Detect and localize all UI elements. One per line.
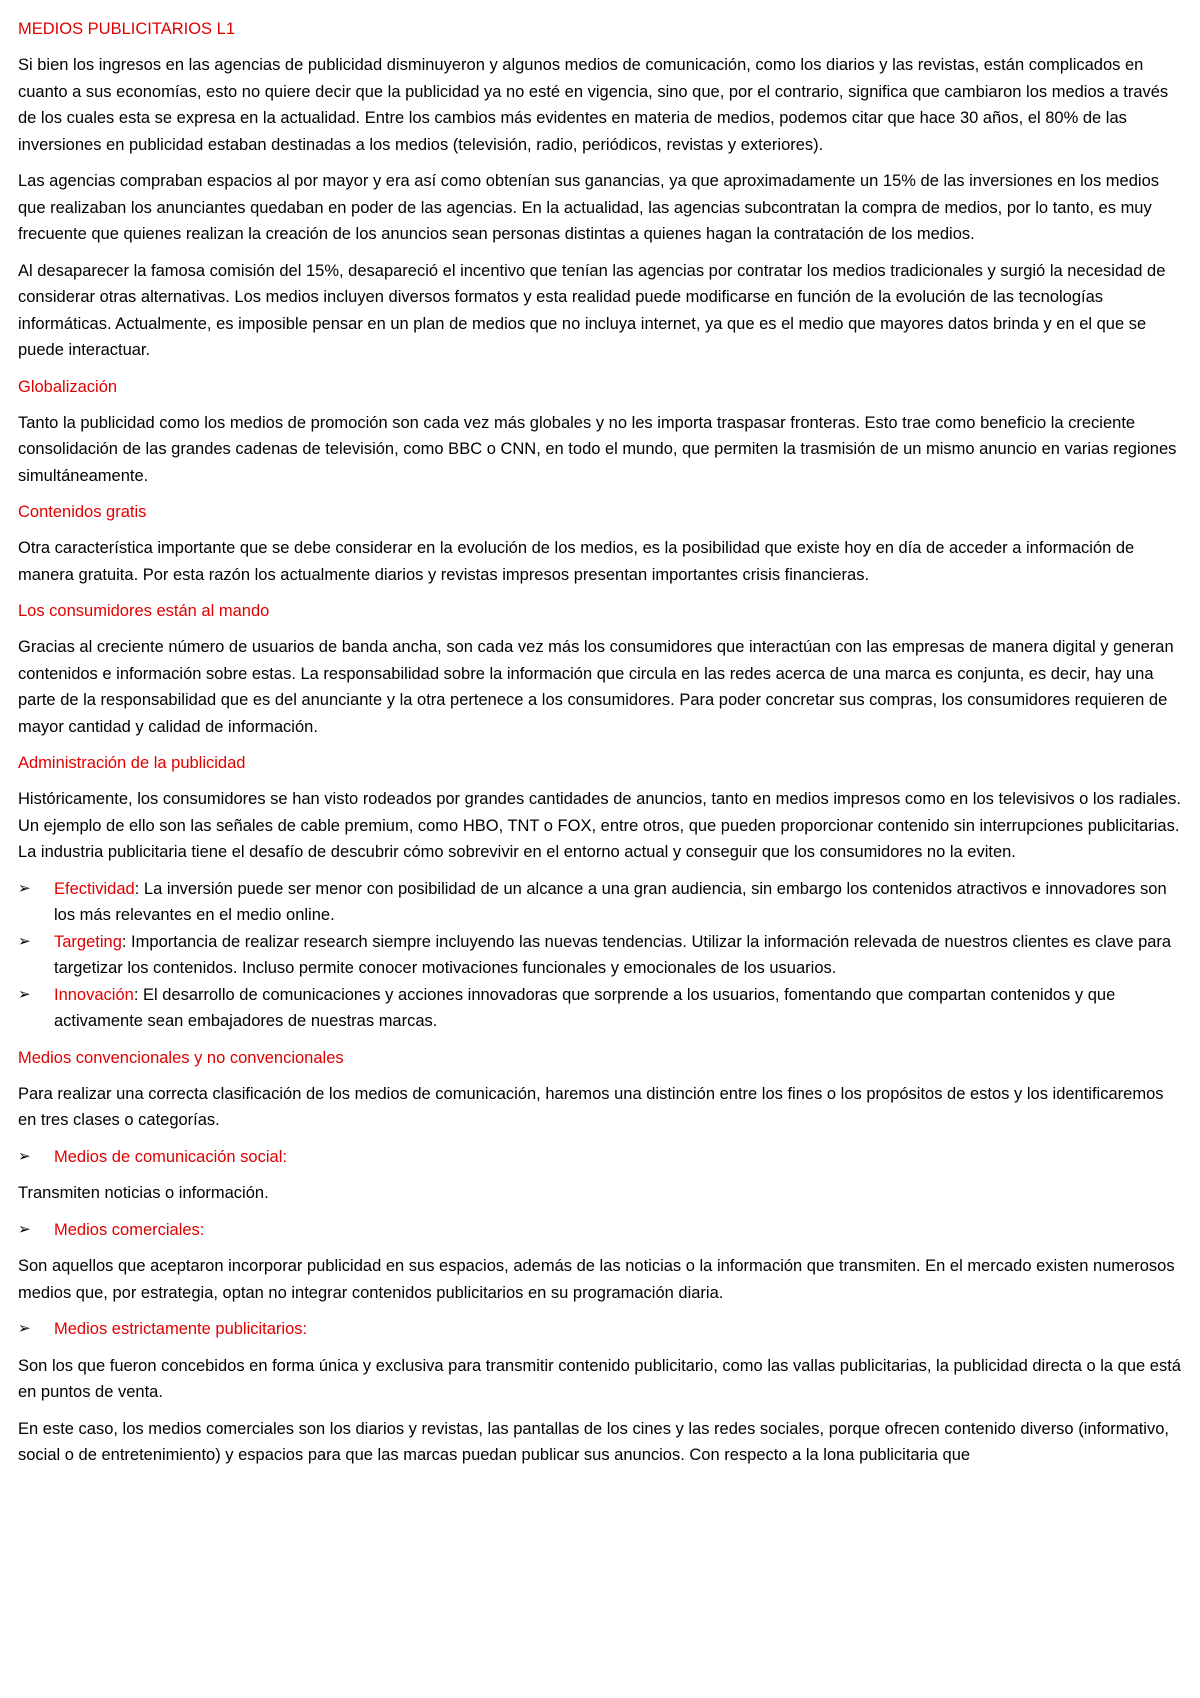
bullet-term: Efectividad: [54, 879, 135, 898]
bullet-term: Targeting: [54, 932, 122, 951]
paragraph-medios-social: Transmiten noticias o información.: [18, 1184, 269, 1202]
bullet-list: [18, 876, 1184, 1035]
paragraph-intro: Si bien los ingresos en las agencias de publicidad disminuyeron y algunos medios de comunicación, como los diarios y las revistas, están complicados en cuanto a sus economías, esto no quiere decir que la publicidad ya no esté en vigencia, sino que, por el contrario, significa que cambiaron los medios a través de los cuales esta se expresa en la actualidad. Entre los cambios más evidentes en materia de medios, podemos citar que hace 30 años, el 80% de las inversiones en publicidad estaban destinadas a los medios (televisión, radio, periódicos, revistas y exteriores).: [18, 56, 1169, 154]
bullet-term: Innovación: [54, 985, 134, 1004]
arrow-bullet-icon: ➢: [18, 879, 31, 897]
paragraph-globalizacion: Tanto la publicidad como los medios de promoción son cada vez más globales y no les importa traspasar fronteras. Esto trae como beneficio la creciente consolidación de las grandes cadenas de televisión, como BBC o CNN, en todo el mundo, que permiten la trasmisión de un mismo anuncio en varias regiones simultáneamente.: [18, 413, 1177, 485]
paragraph-commission: Al desaparecer la famosa comisión del 15%, desapareció el incentivo que tenían las agencias por contratar los medios tradicionales y surgió la necesidad de considerar otras alternativas. Los medios incluyen diversos formatos y esta realidad puede modificarse en función de la evolución de las tecnologías informáticas. Actualmente, es imposible pensar en un plan de medios que no incluya internet, ya que es el medio que mayores datos brinda y en el que se puede interactuar.: [18, 261, 1166, 359]
heading-contenidos-gratis: Contenidos gratis: [18, 503, 147, 521]
bullet-item: [18, 982, 1184, 1035]
bullet-text: : Importancia de realizar research siempre incluyendo las nuevas tendencias. Utilizar la información relevada de nuestros clientes es clave para targetizar los contenidos. Incluso permite conocer motivaciones funcionales y emocionales de los usuarios.: [54, 932, 1172, 977]
heading-globalizacion: Globalización: [18, 377, 118, 396]
bullet-text: : La inversión puede ser menor con posibilidad de un alcance a una gran audiencia, sin embargo los contenidos atractivos e innovadores son los más relevantes en el medio online.: [54, 879, 1167, 924]
paragraph-agencies: Las agencias compraban espacios al por mayor y era así como obtenían sus ganancias, ya que aproximadamente un 15% de las inversiones en los medios que realizaban los anunciantes quedaban en poder de las agencias. En la actualidad, las agencias subcontratan la compra de medios, por lo tanto, es muy frecuente que quienes realizan la creación de los anuncios sean personas distintas a quienes hagan la contratación de los medios.: [18, 172, 1159, 243]
arrow-bullet-icon: ➢: [18, 1220, 31, 1238]
paragraph-final: En este caso, los medios comerciales son los diarios y revistas, las pantallas de los cines y las redes sociales, porque ofrecen contenido diverso (informativo, social o de entretenimiento) y espacios para que las marcas puedan publicar sus anuncios. Con respecto a la lona publicitaria que: [18, 1419, 1169, 1464]
arrow-bullet-icon: ➢: [18, 1320, 31, 1337]
arrow-bullet-icon: ➢: [18, 932, 31, 950]
paragraph-medios-publicitarios: Son los que fueron concebidos en forma única y exclusiva para transmitir contenido publicitario, como las vallas publicitarias, la publicidad directa o la que está en puntos de venta.: [18, 1356, 1181, 1401]
heading-medios-convencionales: Medios convencionales y no convencionales: [18, 1048, 344, 1067]
subheading-label: Medios comerciales:: [54, 1220, 205, 1239]
subheading-medios-publicitarios: [18, 1316, 1184, 1343]
arrow-bullet-icon: ➢: [18, 1147, 31, 1165]
subheading-label: Medios estrictamente publicitarios:: [54, 1320, 308, 1338]
document-title: MEDIOS PUBLICITARIOS L1: [18, 20, 235, 38]
heading-administracion: Administración de la publicidad: [18, 754, 246, 772]
bullet-item: [18, 876, 1184, 929]
arrow-bullet-icon: ➢: [18, 985, 31, 1003]
paragraph-administracion: Históricamente, los consumidores se han visto rodeados por grandes cantidades de anuncios, tanto en medios impresos como en los televisivos o los radiales. Un ejemplo de ello son las señales de cable premium, como HBO, TNT o FOX, entre otros, que pueden proporcionar contenido sin interrupciones publicitarias. La industria publicitaria tiene el desafío de descubrir cómo sobrevivir en el entorno actual y conseguir que los consumidores no la eviten.: [18, 790, 1181, 861]
paragraph-medios-convencionales: Para realizar una correcta clasificación de los medios de comunicación, haremos una distinción entre los fines o los propósitos de estos y los identificaremos en tres clases o categorías.: [18, 1084, 1164, 1129]
paragraph-contenidos-gratis: Otra característica importante que se debe considerar en la evolución de los medios, es la posibilidad que existe hoy en día de acceder a información de manera gratuita. Por esta razón los actualmente diarios y revistas impresos presentan importantes crisis financieras.: [18, 539, 1135, 584]
paragraph-consumidores: Gracias al creciente número de usuarios de banda ancha, son cada vez más los consumidores que interactúan con las empresas de manera digital y generan contenidos e información sobre estas. La responsabilidad sobre la información que circula en las redes acerca de una marca es conjunta, es decir, hay una parte de la responsabilidad que es del anunciante y la otra pertenece a los consumidores. Para poder concretar sus compras, los consumidores requieren de mayor cantidad y calidad de información.: [18, 638, 1174, 736]
subheading-label: Medios de comunicación social:: [54, 1147, 287, 1166]
heading-consumidores: Los consumidores están al mando: [18, 602, 270, 620]
paragraph-medios-comerciales: Son aquellos que aceptaron incorporar publicidad en sus espacios, además de las noticias o la información que transmiten. En el mercado existen numerosos medios que, por estrategia, optan no integrar contenidos publicitarios en su programación diaria.: [18, 1257, 1175, 1302]
subheading-medios-social: [18, 1144, 1184, 1171]
subheading-medios-comerciales: [18, 1217, 1184, 1244]
bullet-text: : El desarrollo de comunicaciones y acciones innovadoras que sorprende a los usuarios, fomentando que compartan contenidos y que activamente sean embajadores de nuestras marcas.: [54, 985, 1116, 1030]
bullet-item: [18, 929, 1184, 982]
